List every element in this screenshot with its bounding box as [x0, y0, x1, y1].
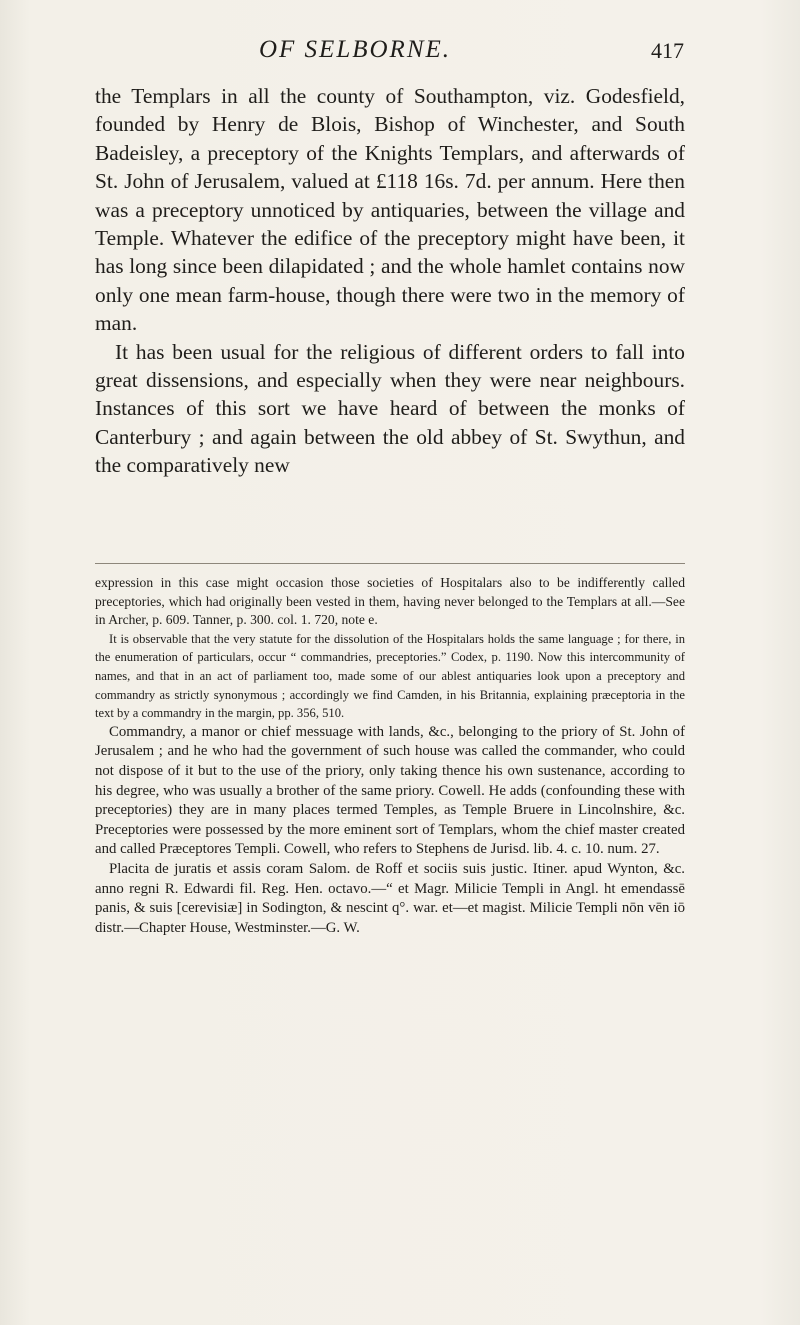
page-number: 417 — [651, 38, 684, 63]
body-paragraph: It has been usual for the religious of different orders to fall into great dissensions, and especially when they were near neighbours. Instances of this sort we have heard of between the monks of Canterbury ; and again between the old abbey of St. Swythun, and the comparatively new — [95, 339, 685, 478]
footnote-paragraph: Commandry, a manor or chief messuage with lands, &c., belonging to the priory of St. John of Jerusalem ; and he who had the government of such house was called the commander, who could not dispose of it but to the use of the priory, only taking thence his own sustenance, according to his degree, who was usually a brother of the same priory. Cowell. He adds (confounding these with preceptories) they are in many places termed Temples, as Temple Bruere in Lincolnshire, &c. Preceptories were possessed by the more eminent sort of Templars, whom the chief master created and called Præceptores Templi. Cowell, who refers to Stephens de Jurisd. lib. 4. c. 10. num. 27. — [95, 723, 685, 858]
footnote-paragraph: Placita de juratis et assis coram Salom. de Roff et sociis suis justic. Itiner. apud Wynton, &c. anno regni R. Edwardi fil. Reg. Hen. octavo.—“ et Magr. Milicie Templi in Angl. ht emendassē panis, & suis [cerevisiæ] in Sodington, & nescint q°. war. et—et magist. Milicie Templi nōn vēn iō distr.—Chapter House, Westminster.—G. W. — [95, 860, 685, 936]
footnotes — [95, 574, 685, 938]
page-header — [0, 36, 800, 72]
footnote-divider — [95, 563, 685, 564]
footnote-paragraph: expression in this case might occasion those societies of Hospitalars also to be indifferently called preceptories, which had originally been vested in them, having never belonged to the Templars at all.—See in Archer, p. 609. Tanner, p. 300. col. 1. 720, note e. — [95, 575, 685, 628]
footnote-paragraph: It is observable that the very statute for the dissolution of the Hospitalars holds the same language ; for there, in the enumeration of particulars, occur “ commandries, preceptories.” Codex, p. 1190. Now this intercommunity of names, and that in an act of parliament too, made some of our ablest antiquaries look upon a preceptory and commandry as strictly synonymous ; accordingly we find Camden, in his Britannia, explaining præceptoria in the text by a commandry in the margin, pp. 356, 510. — [95, 631, 685, 721]
main-text — [95, 82, 685, 480]
body-paragraph: the Templars in all the county of Southampton, viz. Godesfield, founded by Henry de Blois, Bishop of Winchester, and South Badeisley, a preceptory of the Knights Templars, and afterwards of St. John of Jerusalem, valued at £118 16s. 7d. per annum. Here then was a preceptory unnoticed by antiquaries, between the village and Temple. Whatever the edifice of the preceptory might have been, it has long since been dilapidated ; and the whole hamlet contains now only one mean farm-house, though there were two in the memory of man. — [95, 84, 685, 336]
running-title: OF SELBORNE. — [258, 36, 452, 63]
